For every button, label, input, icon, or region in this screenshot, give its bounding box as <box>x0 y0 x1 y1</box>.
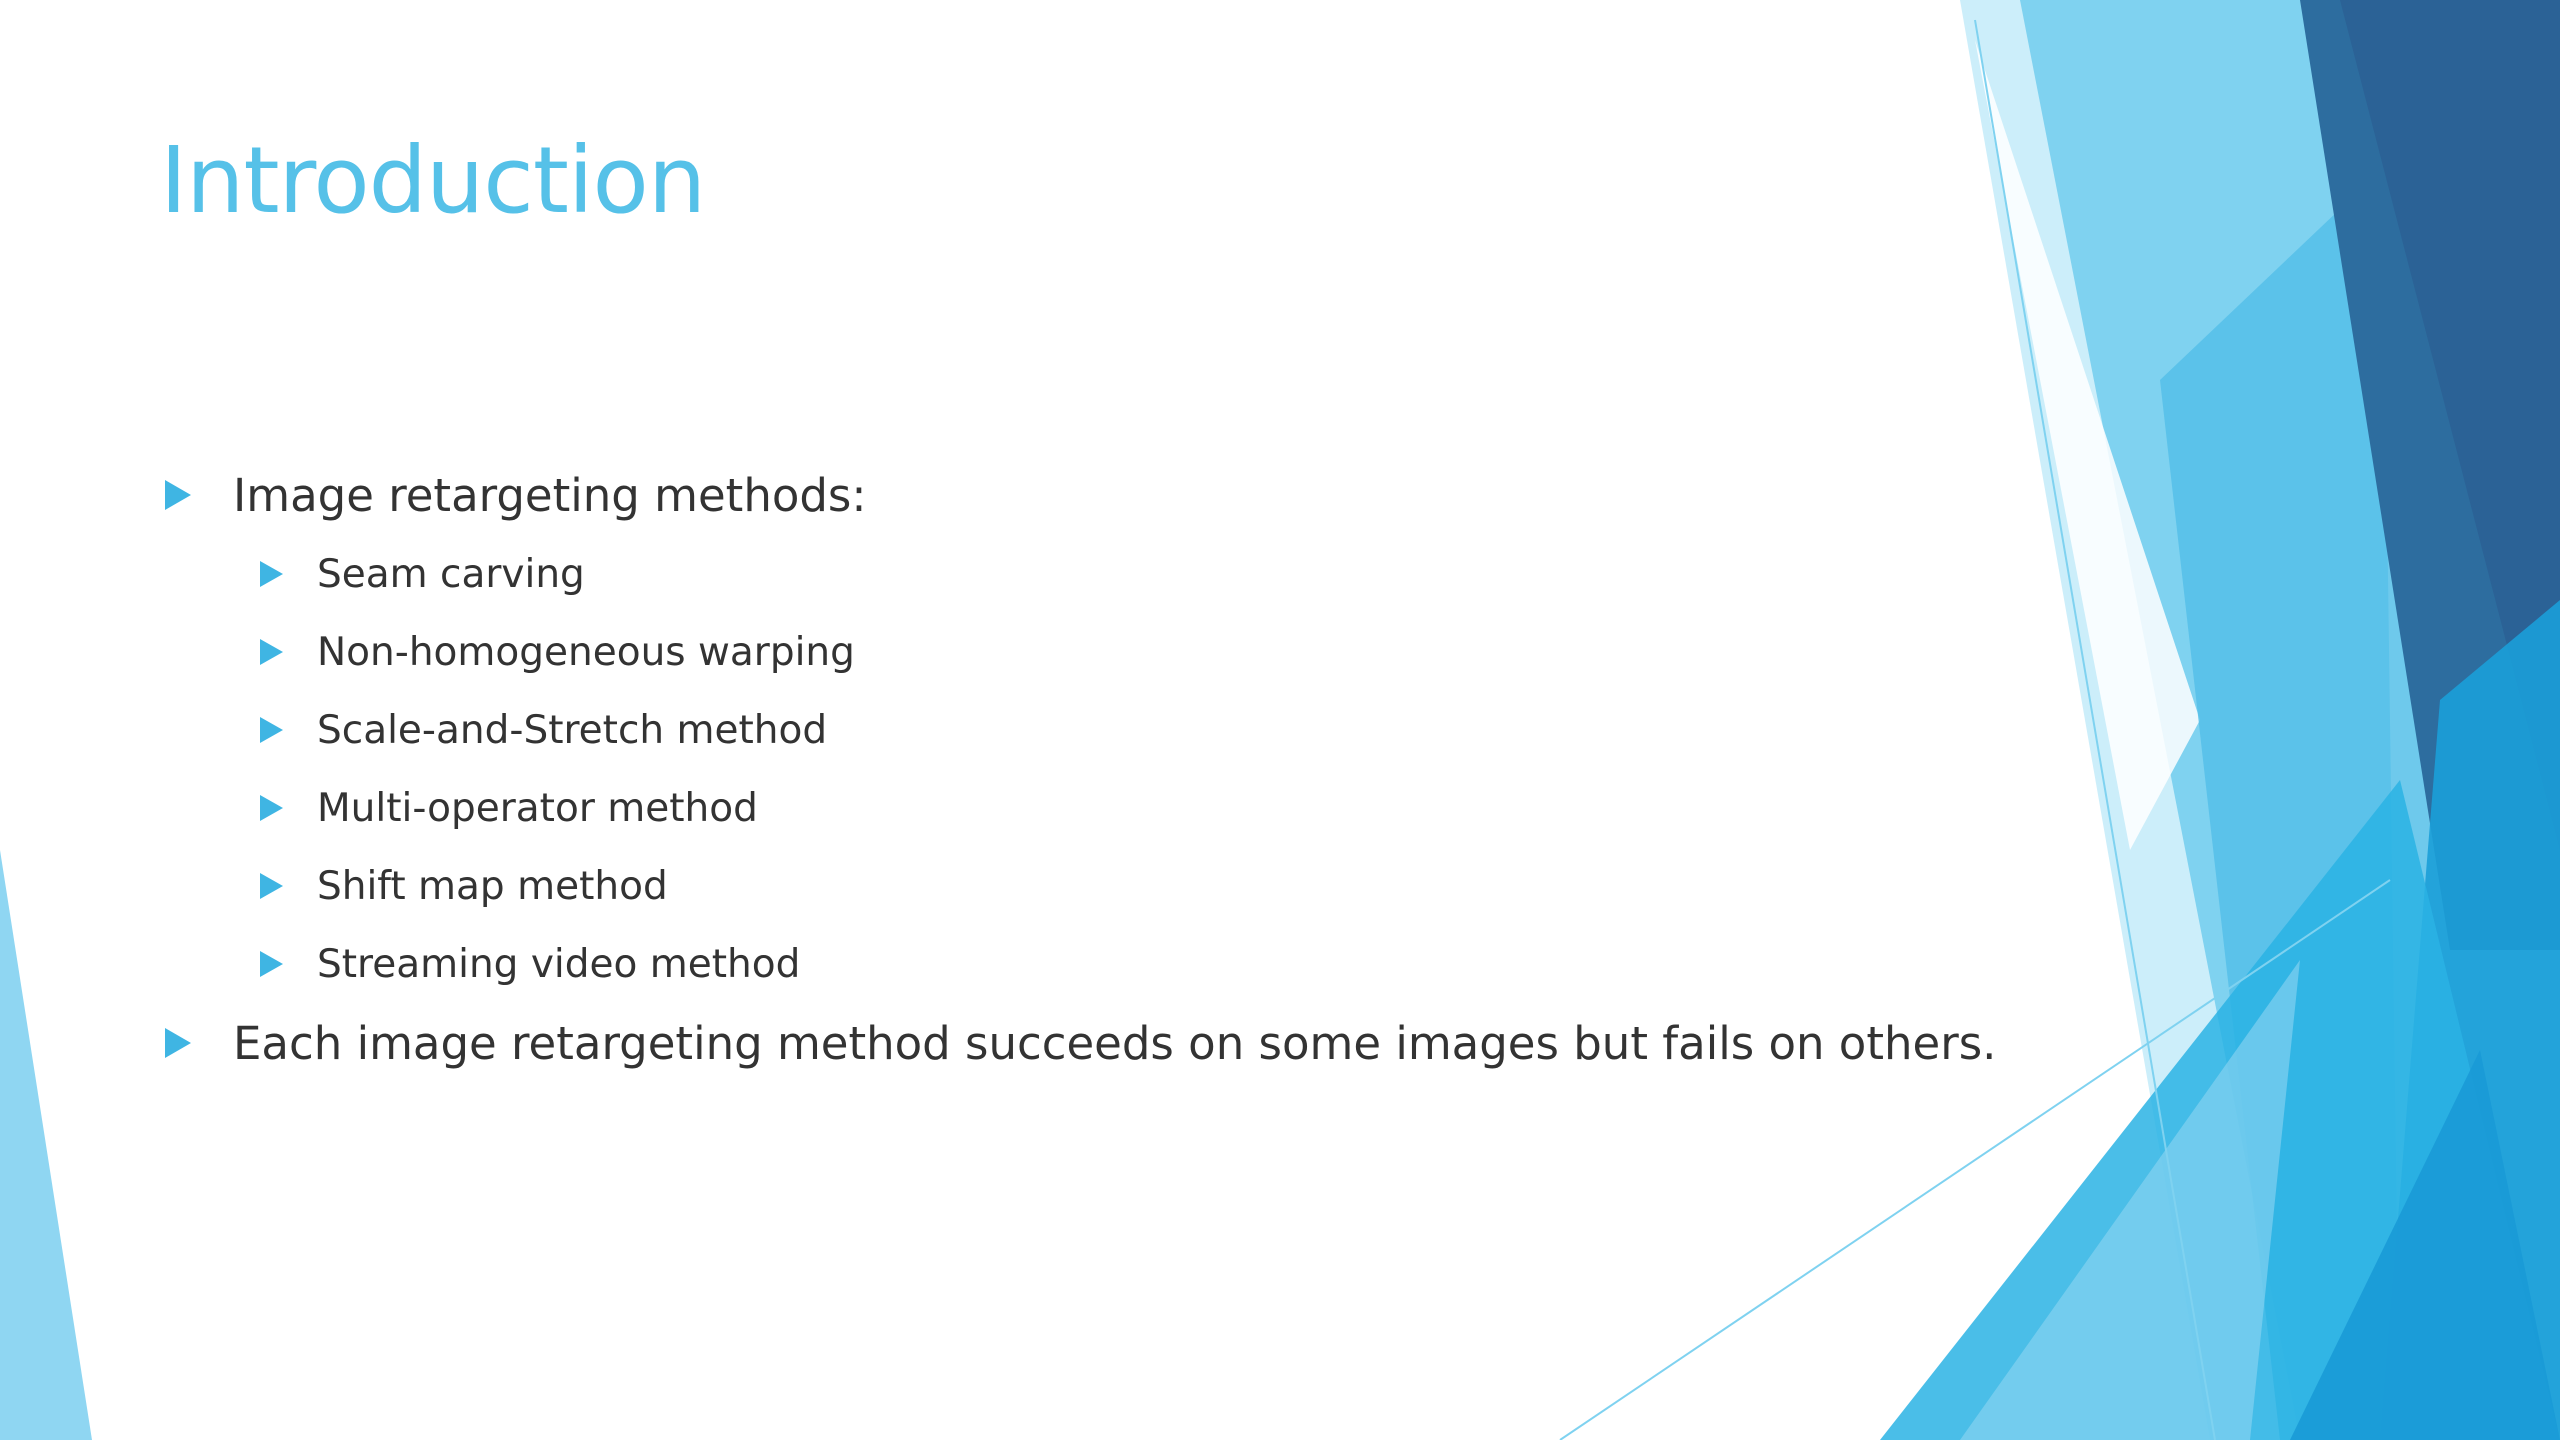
sub-bullet-text: Non-homogeneous warping <box>317 629 855 675</box>
slide-title: Introduction <box>160 127 706 234</box>
triangle-right-icon <box>260 795 283 821</box>
sub-bullet-scale-stretch <box>160 691 1960 769</box>
sub-bullet-text: Seam carving <box>317 551 585 597</box>
bullet-item-methods <box>160 455 1960 535</box>
triangle-right-icon <box>260 873 283 899</box>
bullet-text: Image retargeting methods: <box>233 468 867 522</box>
bottom-facet-light <box>1960 960 2300 1440</box>
sub-bullet-streaming-video <box>160 925 1960 1003</box>
triangle-right-icon <box>260 639 283 665</box>
sub-bullet-warping <box>160 613 1960 691</box>
sub-bullet-text: Scale-and-Stretch method <box>317 707 828 753</box>
triangle-right-icon <box>260 561 283 587</box>
triangle-right-icon <box>260 951 283 977</box>
sub-bullet-text: Shift map method <box>317 863 668 909</box>
bullet-list <box>160 455 1997 1083</box>
sub-bullet-text: Streaming video method <box>317 941 801 987</box>
sub-bullet-text: Multi-operator method <box>317 785 758 831</box>
triangle-right-icon <box>165 1028 191 1058</box>
sub-bullet-shift-map <box>160 847 1960 925</box>
sub-bullet-multi-operator <box>160 769 1960 847</box>
sub-bullet-seam-carving <box>160 535 1960 613</box>
triangle-right-icon <box>165 480 191 510</box>
left-accent-shape <box>0 850 92 1440</box>
bullet-item-conclusion <box>160 1003 1997 1083</box>
triangle-right-icon <box>260 717 283 743</box>
bullet-text: Each image retargeting method succeeds on some images but fails on others. <box>233 1016 1997 1070</box>
